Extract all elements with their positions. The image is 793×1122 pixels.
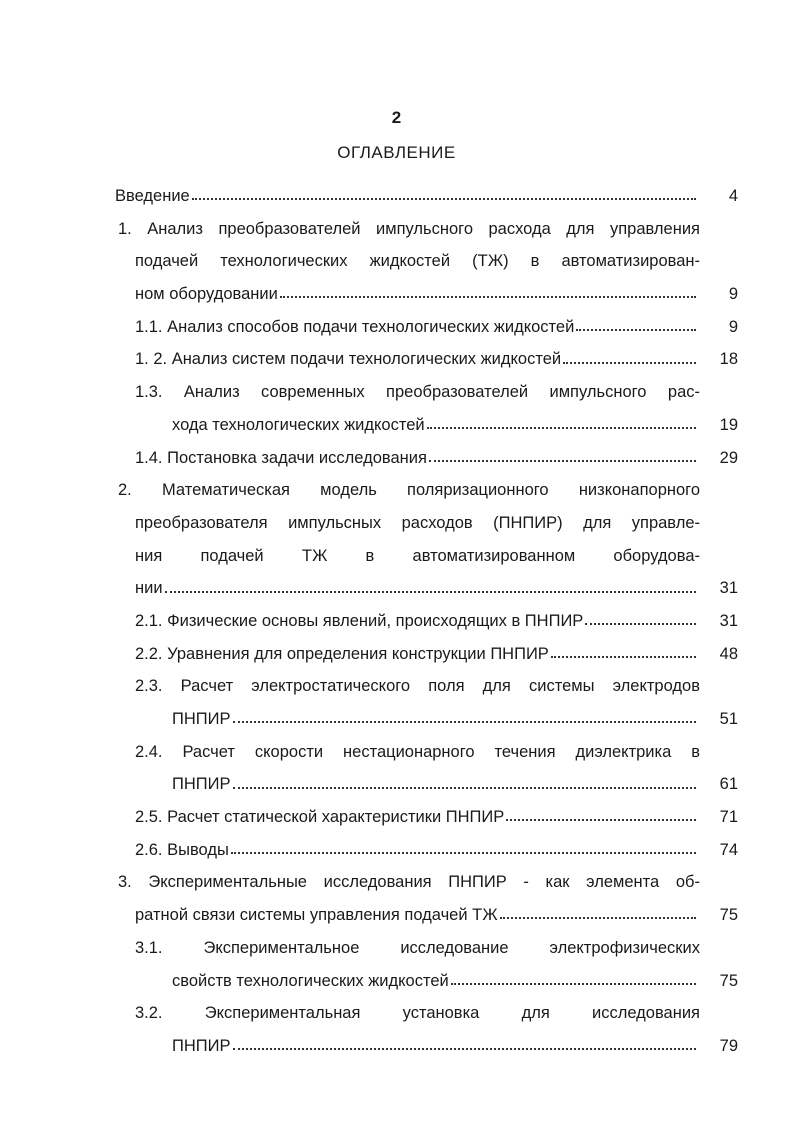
- toc-line-text: 1.1. Анализ способов подачи технологических жидкостей: [135, 317, 575, 336]
- toc-line-text: 3.2. Экспериментальная установка для исследования: [135, 1004, 700, 1023]
- toc-leader-line: [135, 343, 700, 376]
- toc-line-text: преобразователя импульсных расходов (ПНПИР) для управле-: [135, 513, 700, 532]
- dot-leader: [280, 296, 696, 298]
- dot-leader: [192, 198, 696, 200]
- toc-line: [0, 311, 793, 344]
- dot-leader: [231, 852, 696, 854]
- toc-page-number: 74: [719, 840, 738, 859]
- toc-line-text: 2.3. Расчет электростатического поля для системы электродов: [135, 677, 700, 696]
- toc-line: [0, 866, 793, 899]
- dot-leader: [585, 623, 696, 625]
- toc-page-number: 75: [719, 906, 738, 925]
- toc-page-number: 19: [719, 415, 738, 434]
- toc-line-text: 1.4. Постановка задачи исследования: [135, 448, 427, 467]
- toc-line-text: 3.1. Экспериментальное исследование электрофизических: [135, 938, 700, 957]
- toc-line-text: свойств технологических жидкостей: [172, 971, 449, 990]
- toc-line-text: ном оборудовании: [135, 285, 278, 304]
- toc-line: [0, 180, 793, 213]
- dot-leader: [233, 1048, 697, 1050]
- toc-leader-line: [172, 409, 700, 442]
- toc-line: [0, 213, 793, 246]
- toc-line: [0, 376, 793, 409]
- dot-leader: [551, 656, 696, 658]
- toc-line: [0, 245, 793, 278]
- toc-line: [0, 474, 793, 507]
- toc-line: [0, 540, 793, 573]
- toc-page-number: 79: [719, 1036, 738, 1055]
- toc-line-text: 3. Экспериментальные исследования ПНПИР - как элемента об-: [118, 873, 700, 892]
- toc-line-text: 2.5. Расчет статической характеристики ПНПИР: [135, 808, 505, 827]
- toc-entry: [0, 605, 793, 638]
- toc-leader-line: [135, 801, 700, 834]
- toc-line: [0, 801, 793, 834]
- dot-leader: [165, 591, 696, 593]
- toc-entry: [0, 670, 793, 735]
- toc-line: [0, 442, 793, 475]
- toc-entry: [0, 834, 793, 867]
- toc-line-text: ПНПИР: [172, 1036, 231, 1055]
- dot-leader: [233, 787, 697, 789]
- toc-page-number: 18: [719, 350, 738, 369]
- toc-line-text: 1.3. Анализ современных преобразователей импульсного рас-: [135, 383, 700, 402]
- toc-line-text: ратной связи системы управления подачей ТЖ: [135, 906, 498, 925]
- toc-line-text: 1. 2. Анализ систем подачи технологических жидкостей: [135, 350, 562, 369]
- page-number: 2: [391, 108, 402, 127]
- dot-leader: [576, 329, 696, 331]
- dot-leader: [429, 460, 696, 462]
- dot-leader: [427, 427, 696, 429]
- toc-entry: [0, 213, 793, 311]
- toc-page-number: 48: [719, 644, 738, 663]
- toc-line-text: ПНПИР: [172, 710, 231, 728]
- toc-entry: [0, 311, 793, 344]
- toc-leader-line: [135, 834, 700, 867]
- toc-leader-line: [172, 1030, 700, 1063]
- toc-line-text: 2.1. Физические основы явлений, происходящих в ПНПИР: [135, 611, 584, 630]
- toc-line: [0, 1030, 793, 1063]
- toc-line: [0, 703, 793, 736]
- toc-page-number: 61: [719, 775, 738, 794]
- toc-line: [0, 899, 793, 932]
- toc-entry: [0, 474, 793, 605]
- toc-leader-line: [172, 768, 700, 801]
- toc-leader-line: [135, 899, 700, 932]
- toc-entry: [0, 736, 793, 801]
- toc-line-text: хода технологических жидкостей: [172, 415, 425, 434]
- toc-entry: [0, 801, 793, 834]
- toc-line-text: ПНПИР: [172, 775, 231, 794]
- toc-entry: [0, 180, 793, 213]
- toc-page-number: 9: [728, 285, 738, 304]
- toc-entry: [0, 866, 793, 931]
- toc-line: [0, 768, 793, 801]
- toc-line: [0, 638, 793, 671]
- toc-page-number: 51: [719, 710, 738, 728]
- toc-line-text: подачей технологических жидкостей (ТЖ) в автоматизирован-: [135, 252, 700, 271]
- toc-line-text: 2.6. Выводы: [135, 840, 229, 859]
- toc-leader-line: [135, 278, 700, 311]
- toc-leader-line: [135, 442, 700, 475]
- toc-line-text: 2.2. Уравнения для определения конструкции ПНПИР: [135, 644, 549, 663]
- toc-line: [0, 997, 793, 1030]
- toc-line: [0, 670, 793, 703]
- toc-line-text: Введение: [115, 187, 190, 205]
- toc-line-text: 2.4. Расчет скорости нестационарного течения диэлектрика в: [135, 742, 700, 761]
- toc-page-number: 4: [728, 187, 738, 205]
- toc-entry: [0, 932, 793, 997]
- toc-leader-line: [135, 638, 700, 671]
- dot-leader: [233, 721, 697, 723]
- dot-leader: [500, 917, 696, 919]
- toc-line: [0, 932, 793, 965]
- toc-line: [0, 343, 793, 376]
- toc-line: [0, 965, 793, 998]
- dot-leader: [563, 362, 696, 364]
- toc-line: [0, 605, 793, 638]
- toc-line: [0, 409, 793, 442]
- toc-entry: [0, 376, 793, 441]
- toc-page-number: 31: [719, 579, 738, 598]
- toc-leader-line: [135, 311, 700, 344]
- toc-entry: [0, 442, 793, 475]
- toc-title: ОГЛАВЛЕНИЕ: [337, 143, 456, 162]
- toc-leader-line: [115, 180, 700, 213]
- toc-line: [0, 507, 793, 540]
- toc-leader-line: [135, 572, 700, 605]
- toc-line: [0, 736, 793, 769]
- toc-page-number: 9: [728, 317, 738, 336]
- table-of-contents: [0, 180, 793, 1063]
- toc-page-number: 71: [719, 808, 738, 827]
- dot-leader: [451, 983, 696, 985]
- toc-entry: [0, 638, 793, 671]
- toc-entry: [0, 997, 793, 1062]
- toc-line: [0, 278, 793, 311]
- toc-entry: [0, 343, 793, 376]
- toc-page-number: 75: [719, 971, 738, 990]
- toc-leader-line: [135, 605, 700, 638]
- toc-line-text: 1. Анализ преобразователей импульсного расхода для управления: [118, 219, 700, 238]
- dot-leader: [506, 819, 696, 821]
- toc-line-text: нии: [135, 579, 163, 598]
- toc-line-text: ния подачей ТЖ в автоматизированном оборудова-: [135, 546, 700, 565]
- toc-page-number: 31: [719, 611, 738, 630]
- toc-line: [0, 834, 793, 867]
- toc-line-text: 2. Математическая модель поляризационного низконапорного: [118, 481, 700, 500]
- toc-leader-line: [172, 703, 700, 736]
- toc-leader-line: [172, 965, 700, 998]
- toc-page-number: 29: [719, 448, 738, 467]
- toc-line: [0, 572, 793, 605]
